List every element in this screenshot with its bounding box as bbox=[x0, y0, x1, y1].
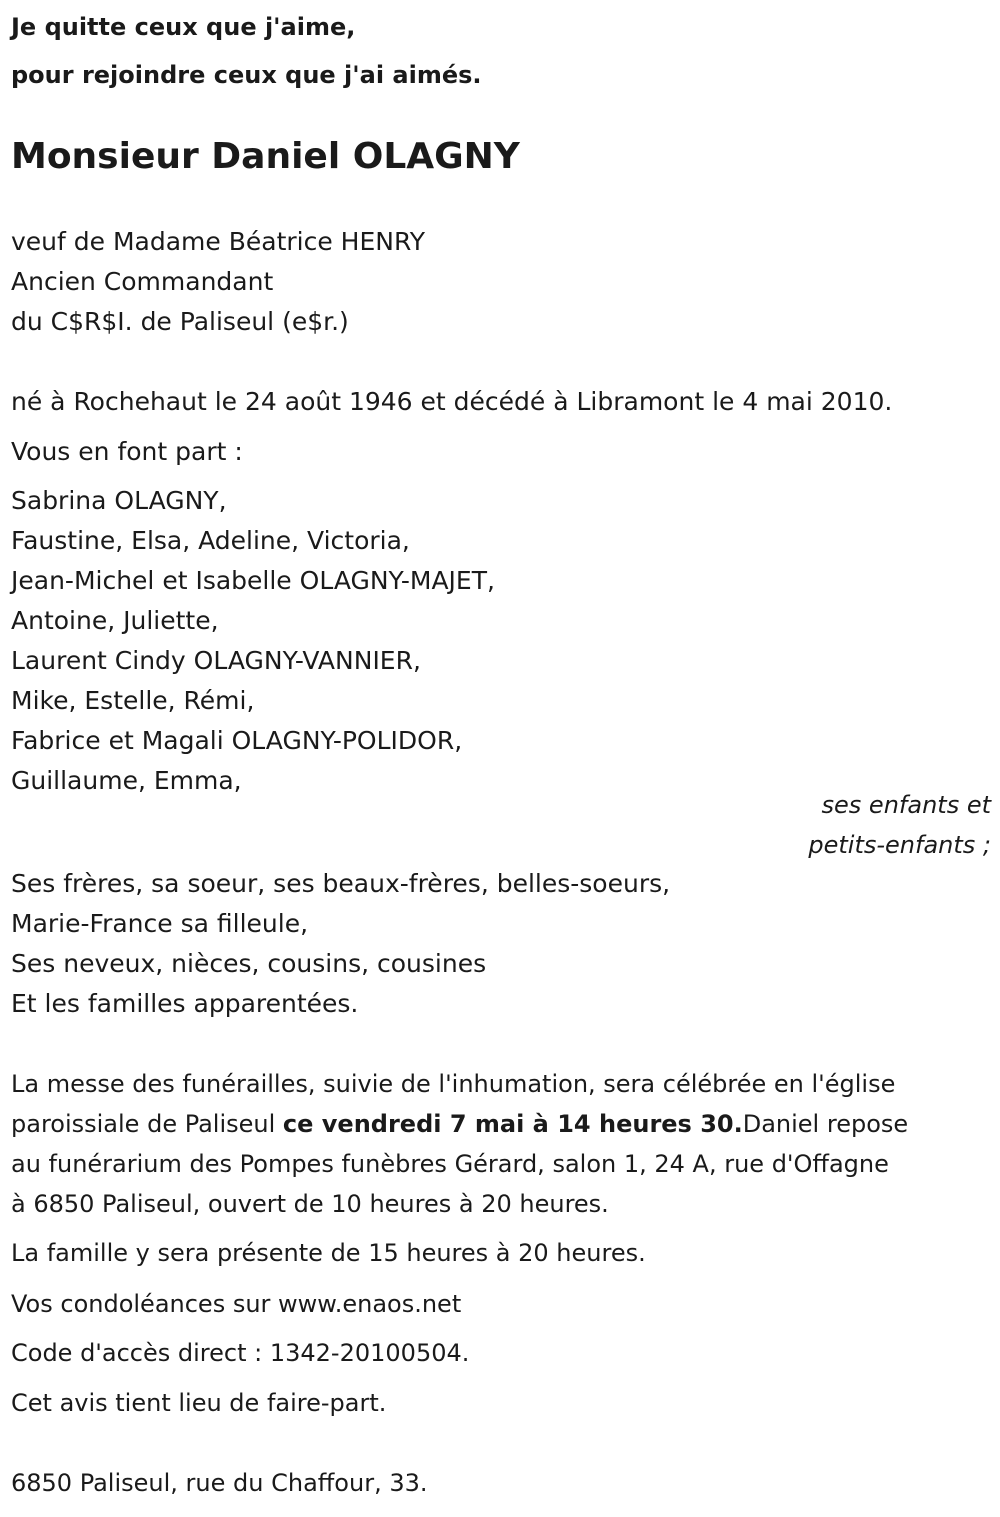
funeral-repose: Daniel repose bbox=[742, 1110, 909, 1138]
other-relatives: Et les familles apparentées. bbox=[11, 989, 359, 1018]
funeral-text-line-4: à 6850 Paliseul, ouvert de 10 heures à 20 heures. bbox=[11, 1190, 609, 1218]
funeral-date-time: ce vendredi 7 mai à 14 heures 30. bbox=[282, 1110, 743, 1138]
deceased-name: Monsieur Daniel OLAGNY bbox=[11, 136, 520, 177]
relation-line-2: petits-enfants ; bbox=[808, 831, 991, 859]
unit: du C$R$I. de Paliseul (e$r.) bbox=[11, 307, 349, 336]
funeral-church: paroissiale de Paliseul bbox=[11, 1110, 283, 1138]
family-presence: La famille y sera présente de 15 heures à 20 heures. bbox=[11, 1239, 646, 1267]
notice-text: Cet avis tient lieu de faire-part. bbox=[11, 1389, 387, 1417]
widower-of: veuf de Madame Béatrice HENRY bbox=[11, 227, 426, 256]
family-member: Faustine, Elsa, Adeline, Victoria, bbox=[11, 526, 410, 555]
family-member: Guillaume, Emma, bbox=[11, 766, 242, 795]
relation-line-1: ses enfants et bbox=[821, 791, 991, 819]
former-rank: Ancien Commandant bbox=[11, 267, 274, 296]
family-member: Laurent Cindy OLAGNY-VANNIER, bbox=[11, 646, 421, 675]
other-relatives: Ses neveux, nièces, cousins, cousines bbox=[11, 949, 487, 978]
family-member: Jean-Michel et Isabelle OLAGNY-MAJET, bbox=[11, 566, 495, 595]
epitaph-line-1: Je quitte ceux que j'aime, bbox=[11, 13, 356, 41]
announcement-intro: Vous en font part : bbox=[11, 437, 243, 466]
family-member: Mike, Estelle, Rémi, bbox=[11, 686, 255, 715]
condolences-link: Vos condoléances sur www.enaos.net bbox=[11, 1290, 462, 1318]
other-relatives: Ses frères, sa soeur, ses beaux-frères, belles-soeurs, bbox=[11, 869, 671, 898]
address: 6850 Paliseul, rue du Chaffour, 33. bbox=[11, 1469, 428, 1497]
funeral-text-line-3: au funérarium des Pompes funèbres Gérard, salon 1, 24 A, rue d'Offagne bbox=[11, 1150, 889, 1178]
funeral-text-line-2 bbox=[11, 1109, 908, 1139]
other-relatives: Marie-France sa filleule, bbox=[11, 909, 309, 938]
family-member: Fabrice et Magali OLAGNY-POLIDOR, bbox=[11, 726, 463, 755]
funeral-text-line-1: La messe des funérailles, suivie de l'inhumation, sera célébrée en l'église bbox=[11, 1070, 896, 1098]
family-member: Antoine, Juliette, bbox=[11, 606, 219, 635]
birth-death: né à Rochehaut le 24 août 1946 et décédé à Libramont le 4 mai 2010. bbox=[11, 387, 893, 416]
family-member: Sabrina OLAGNY, bbox=[11, 486, 227, 515]
access-code: Code d'accès direct : 1342-20100504. bbox=[11, 1339, 470, 1367]
epitaph-line-2: pour rejoindre ceux que j'ai aimés. bbox=[11, 61, 482, 89]
